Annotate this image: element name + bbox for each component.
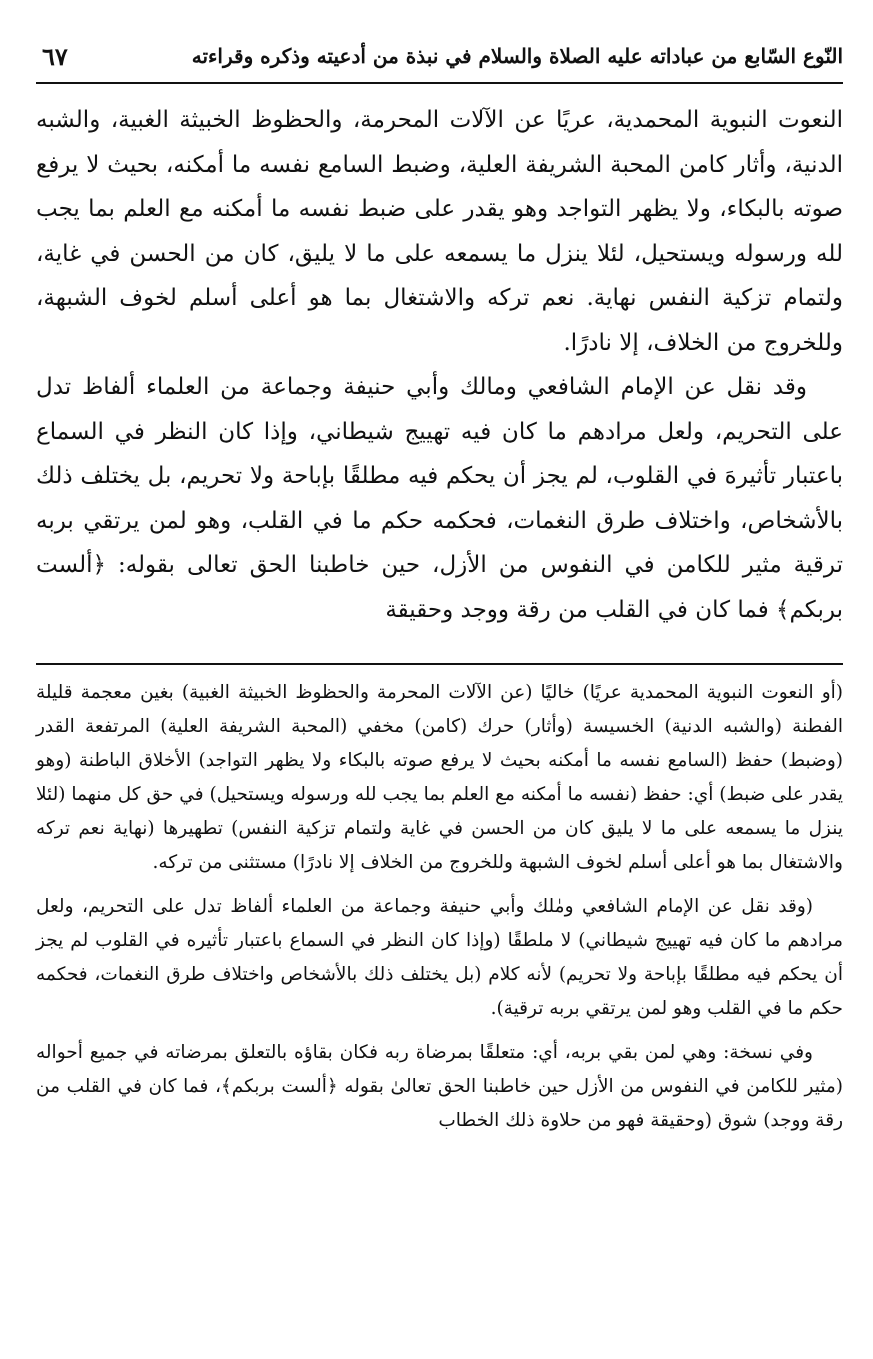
footnote-divider: [36, 663, 843, 665]
main-paragraph: وقد نقل عن الإمام الشافعي ومالك وأبي حنيفة وجماعة من العلماء ألفاظ تدل على التحريم، ولعل مرادهم ما كان فيه تهييج شيطاني، وإذا كان النظر في السماع باعتبار تأثيرهَ في القلوب، لم يجز أن يحكم فيه مطلقًا بإباحة ولا تحريم، بل يختلف ذلك بالأشخاص، واختلاف طرق النغمات، فحكمه حكم ما في القلب، وهو لمن يرتقي بربه ترقية مثير للكامن في النفوس من الأزل، حين خاطبنا الحق تعالى بقوله: ﴿ألست بربكم﴾ فما كان في القلب من رقة ووجد وحقيقة: [36, 374, 843, 623]
commentary-paragraph: (وقد نقل عن الإمام الشافعي ومٰلك وأبي حنيفة وجماعة من العلماء ألفاظ تدل على التحريم، ولعل مرادهم ما كان فيه تهييج شيطاني) لا ملطقًا (وإذا كان النظر في السماع باعتبار تأثيره في القلوب لم يجز أن يحكم فيه مطلقًا بإباحة ولا تحريم) لأنه كلام (بل يختلف ذلك بالأشخاص واختلاف طرق النغمات، فحكمه حكم ما في القلب وهو لمن يرتقي بربه ترقية).: [36, 896, 843, 1019]
commentary: [36, 676, 843, 1148]
page-header: [36, 38, 843, 84]
page-number: ٦٧: [42, 42, 68, 71]
main-paragraph: النعوت النبوية المحمدية، عريًا عن الآلات المحرمة، والحظوظ الخبيثة الغبية، والشبه الدنية، وأثار كامن المحبة الشريفة العلية، وضبط السامع نفسه ما أمكنه، بحيث لا يرفع صوته بالبكاء، ولا يظهر التواجد وهو يقدر على ضبط نفسه ما أمكنه مع العلم بما يجب لله ورسوله ويستحيل، لئلا ينزل ما يسمعه على ما لا يليق، كان من الحسن في غاية، ولتمام تزكية النفس نهاية. نعم تركه والاشتغال بما هو أعلى أسلم لخوف الشبهة، وللخروج من الخلاف، إلا نادرًا.: [36, 107, 843, 356]
commentary-paragraph: وفي نسخة: وهي لمن بقي بربه، أي: متعلقًا بمرضاة ربه فكان بقاؤه بالتعلق بمرضاته في جميع أحواله (مثير للكامن في النفوس من الأزل حين خاطبنا الحق تعالىٰ بقوله ﴿ألست بربكم﴾، فما كان في القلب من رقة ووجد) شوق (وحقيقة فهو من حلاوة ذلك الخطاب: [36, 1042, 843, 1131]
running-title: النّوع السّابع من عباداته عليه الصلاة والسلام في نبذة من أدعيته وذكره وقراءته: [191, 44, 843, 68]
commentary-paragraph: (أو النعوت النبوية المحمدية عريًا) خاليًا (عن الآلات المحرمة والحظوظ الخبيثة الغبية) بغين معجمة قليلة الفطنة (والشبه الدنية) الخسيسة (وأثار) حرك (كامن) مخفي (المحبة الشريفة العلية) المرتفعة القدر (وضبط) حفظ (السامع نفسه ما أمكنه بحيث لا يرفع صوته بالبكاء ولا يظهر التواجد) الأخلاق الباطنة (وهو يقدر على ضبط) أي: حفظ (نفسه ما أمكنه مع العلم بما يجب لله ورسوله ويستحيل) في حق كل منهما (لئلا ينزل ما يسمعه على ما لا يليق كان من الحسن في غاية ولتمام تزكية النفس) تطهيرها (نهاية نعم تركه والاشتغال بما هو أعلى أسلم لخوف الشبهة وللخروج من الخلاف إلا نادرًا) مستثنى من تركه.: [36, 682, 843, 873]
main-text: [36, 98, 843, 632]
